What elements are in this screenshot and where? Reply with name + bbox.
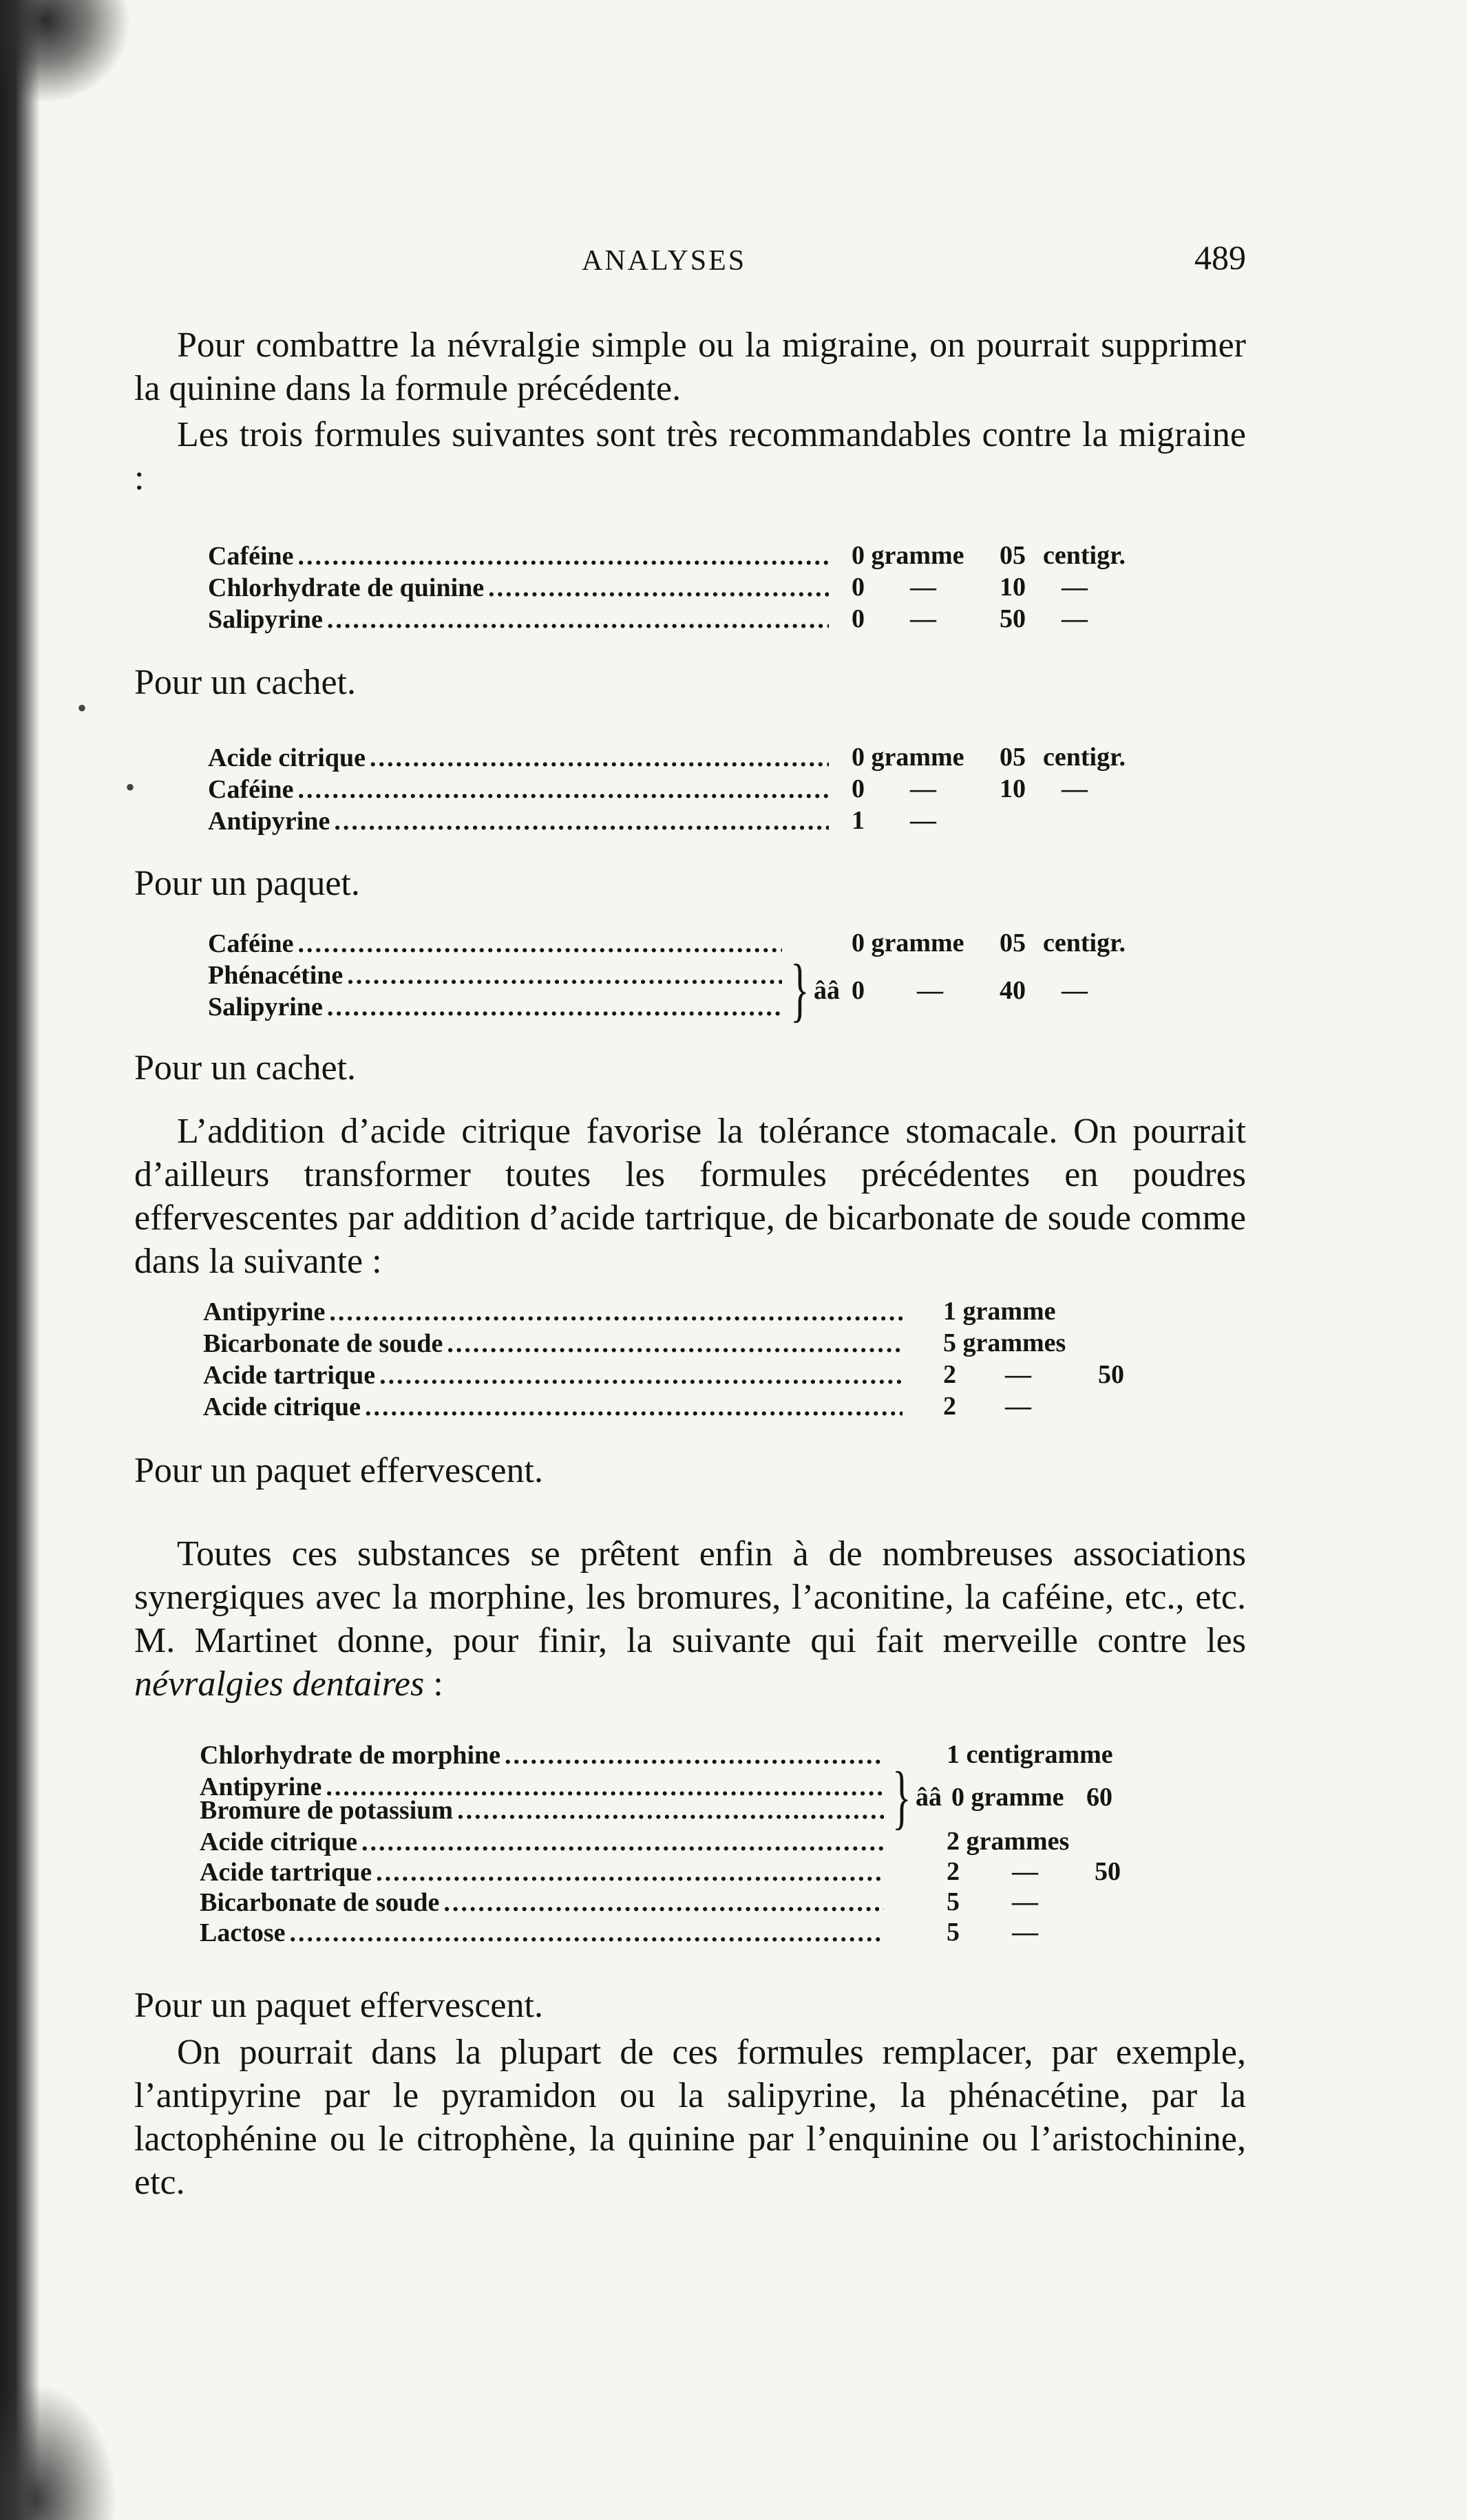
paragraph-2: Les trois formules suivantes sont très recommandables contre la migraine : bbox=[134, 415, 1246, 498]
dot-leader bbox=[379, 1359, 903, 1391]
aa-prefix: ââ bbox=[916, 1783, 942, 1812]
dot-leader bbox=[298, 774, 829, 805]
ditto-mark: — bbox=[1062, 774, 1088, 803]
ingredient-name: Bromure de potassium bbox=[200, 1796, 454, 1825]
dot-leader bbox=[365, 1391, 903, 1423]
recipe-row bbox=[203, 1328, 907, 1359]
quantity-centigram: 05 bbox=[1000, 929, 1026, 957]
ingredient-name: Acide tartrique bbox=[200, 1858, 372, 1887]
quantity: 0 gramme bbox=[852, 541, 964, 570]
ditto-mark: — bbox=[910, 604, 936, 633]
ditto-mark: — bbox=[1062, 604, 1088, 633]
ingredient-name: Caféine bbox=[208, 775, 294, 804]
quantity-centigram: 50 bbox=[1095, 1857, 1121, 1886]
recipe-row bbox=[208, 604, 833, 635]
paragraph-4 bbox=[134, 1532, 1246, 1706]
dot-leader bbox=[488, 572, 829, 604]
quantity-unit: centigr. bbox=[1043, 743, 1126, 772]
ingredient-name: Acide citrique bbox=[203, 1393, 361, 1421]
ditto-mark: — bbox=[910, 573, 936, 602]
paragraph-3: L’addition d’acide citrique favorise la tolérance stomacale. On pourrait d’ailleurs transformer toutes les formules précédentes en poudres effervescentes par addition d’acide tartrique, de bicarbonate de soude comme dans la suivante : bbox=[134, 1112, 1246, 1281]
quantity: 0 bbox=[852, 976, 865, 1005]
ingredient-name: Acide citrique bbox=[208, 743, 366, 772]
dot-leader bbox=[505, 1739, 884, 1771]
paragraph-4-text: Toutes ces substances se prêtent enfin à de nombreuses associations synergiques avec la morphine, les bromures, l’aconitine, la caféine, etc., etc. M. Martinet donne, pour finir, la suivante qui fait merveille contre les bbox=[134, 1534, 1246, 1660]
quantity: 5 bbox=[947, 1918, 960, 1947]
recipe-row bbox=[208, 572, 833, 604]
ingredient-name: Salipyrine bbox=[208, 993, 323, 1021]
recipe-row bbox=[200, 1856, 888, 1888]
quantity-centigram: 05 bbox=[1000, 541, 1026, 570]
dot-leader bbox=[327, 991, 782, 1023]
scan-corner-top bbox=[0, 0, 131, 103]
quantity: 1 gramme bbox=[943, 1297, 1056, 1326]
recipe-row bbox=[203, 1296, 907, 1328]
recipe-row bbox=[200, 1826, 888, 1858]
quantity-centigram: 50 bbox=[1098, 1360, 1124, 1389]
recipe-row bbox=[200, 1887, 888, 1918]
dot-leader bbox=[370, 742, 829, 774]
quantity: 5 bbox=[947, 1887, 960, 1916]
ingredient-name: Phénacétine bbox=[208, 961, 344, 990]
recipe-row bbox=[208, 805, 833, 837]
quantity-centigram: 10 bbox=[1000, 774, 1026, 803]
ingredient-name: Caféine bbox=[208, 542, 294, 571]
ingredient-name: Acide citrique bbox=[200, 1828, 358, 1856]
ditto-mark: — bbox=[1005, 1392, 1031, 1421]
ingredient-name: Chlorhydrate de morphine bbox=[200, 1741, 500, 1770]
ingredient-name: Chlorhydrate de quinine bbox=[208, 573, 485, 602]
recipe-row bbox=[208, 991, 786, 1023]
recipe-row bbox=[203, 1359, 907, 1391]
ingredient-name: Antipyrine bbox=[203, 1298, 326, 1326]
recipe-row bbox=[208, 742, 833, 774]
dot-leader bbox=[457, 1794, 884, 1826]
quantity: 0 gramme bbox=[951, 1783, 1064, 1812]
ingredient-name: Lactose bbox=[200, 1918, 286, 1947]
dot-leader bbox=[334, 805, 829, 837]
dot-leader bbox=[376, 1856, 884, 1888]
caption-recipe-2: Pour un paquet. bbox=[134, 864, 360, 903]
quantity-unit: centigr. bbox=[1043, 541, 1126, 570]
caption-recipe-5: Pour un paquet effervescent. bbox=[134, 1986, 543, 2025]
recipe-row bbox=[200, 1739, 888, 1771]
ditto-mark: — bbox=[910, 806, 936, 835]
scan-corner-bottom bbox=[0, 2382, 117, 2520]
quantity-centigram: 60 bbox=[1086, 1783, 1112, 1812]
ditto-mark: — bbox=[910, 774, 936, 803]
ingredient-name: Bicarbonate de soude bbox=[203, 1329, 443, 1358]
quantity: 1 centigramme bbox=[947, 1740, 1113, 1769]
ditto-mark: — bbox=[1012, 1918, 1038, 1947]
quantity-centigram: 10 bbox=[1000, 573, 1026, 602]
quantity: 0 gramme bbox=[852, 743, 964, 772]
ingredient-name: Antipyrine bbox=[200, 1772, 322, 1801]
paragraph-5: On pourrait dans la plupart de ces formules remplacer, par exemple, l’antipyrine par le pyramidon ou la salipyrine, la phénacétine, par la lactophénine ou le citrophène, la quinine par l’enquinine ou l’aristochinine, etc. bbox=[134, 2033, 1246, 2202]
page-number: 489 bbox=[1194, 238, 1246, 277]
page-gutter-shadow bbox=[0, 0, 40, 2520]
recipe-row bbox=[200, 1794, 888, 1826]
brace: } bbox=[790, 950, 810, 1029]
paragraph-4-end: : bbox=[424, 1664, 443, 1704]
dot-leader bbox=[298, 540, 829, 572]
ditto-mark: — bbox=[1012, 1887, 1038, 1916]
recipe-row bbox=[208, 960, 786, 991]
ditto-mark: — bbox=[1005, 1360, 1031, 1389]
caption-recipe-4: Pour un paquet effervescent. bbox=[134, 1451, 543, 1490]
ditto-mark: — bbox=[917, 976, 943, 1005]
caption-recipe-1: Pour un cachet. bbox=[134, 663, 357, 702]
dot-leader bbox=[447, 1328, 903, 1359]
dot-leader bbox=[298, 928, 782, 960]
paragraph-4-emphasis: névralgies dentaires bbox=[134, 1664, 425, 1704]
dot-leader bbox=[347, 960, 782, 991]
dot-leader bbox=[443, 1887, 884, 1918]
recipe-row bbox=[200, 1917, 888, 1949]
ingredient-name: Caféine bbox=[208, 929, 294, 958]
quantity: 5 grammes bbox=[943, 1328, 1066, 1357]
ditto-mark: — bbox=[1062, 976, 1088, 1005]
page-header bbox=[134, 237, 1246, 286]
quantity-centigram: 40 bbox=[1000, 976, 1026, 1005]
recipe-row bbox=[208, 540, 833, 572]
quantity: 2 grammes bbox=[947, 1827, 1070, 1856]
quantity: 0 bbox=[852, 774, 865, 803]
quantity: 0 gramme bbox=[852, 929, 964, 957]
ingredient-name: Salipyrine bbox=[208, 605, 323, 634]
margin-mark: • bbox=[125, 772, 136, 803]
ingredient-name: Acide tartrique bbox=[203, 1361, 376, 1390]
quantity: 1 bbox=[852, 806, 865, 835]
quantity-centigram: 50 bbox=[1000, 604, 1026, 633]
margin-mark: • bbox=[77, 692, 87, 723]
dot-leader bbox=[290, 1917, 884, 1949]
dot-leader bbox=[361, 1826, 884, 1858]
quantity: 2 bbox=[943, 1392, 956, 1421]
recipe-row bbox=[208, 928, 786, 960]
running-head: ANALYSES bbox=[582, 245, 747, 277]
recipe-row bbox=[208, 774, 833, 805]
recipe-row bbox=[203, 1391, 907, 1423]
caption-recipe-3: Pour un cachet. bbox=[134, 1048, 357, 1088]
quantity-unit: centigr. bbox=[1043, 929, 1126, 957]
brace: } bbox=[892, 1757, 911, 1836]
aa-prefix: ââ bbox=[814, 976, 840, 1005]
quantity: 0 bbox=[852, 573, 865, 602]
dot-leader bbox=[329, 1296, 903, 1328]
ingredient-name: Antipyrine bbox=[208, 807, 330, 836]
ditto-mark: — bbox=[1062, 573, 1088, 602]
ingredient-name: Bicarbonate de soude bbox=[200, 1888, 440, 1917]
quantity: 2 bbox=[943, 1360, 956, 1389]
paragraph-1: Pour combattre la névralgie simple ou la migraine, on pourrait supprimer la quinine dans la formule précédente. bbox=[134, 326, 1246, 408]
quantity: 0 bbox=[852, 604, 865, 633]
quantity-centigram: 05 bbox=[1000, 743, 1026, 772]
quantity: 2 bbox=[947, 1857, 960, 1886]
ditto-mark: — bbox=[1012, 1857, 1038, 1886]
dot-leader bbox=[327, 604, 829, 635]
